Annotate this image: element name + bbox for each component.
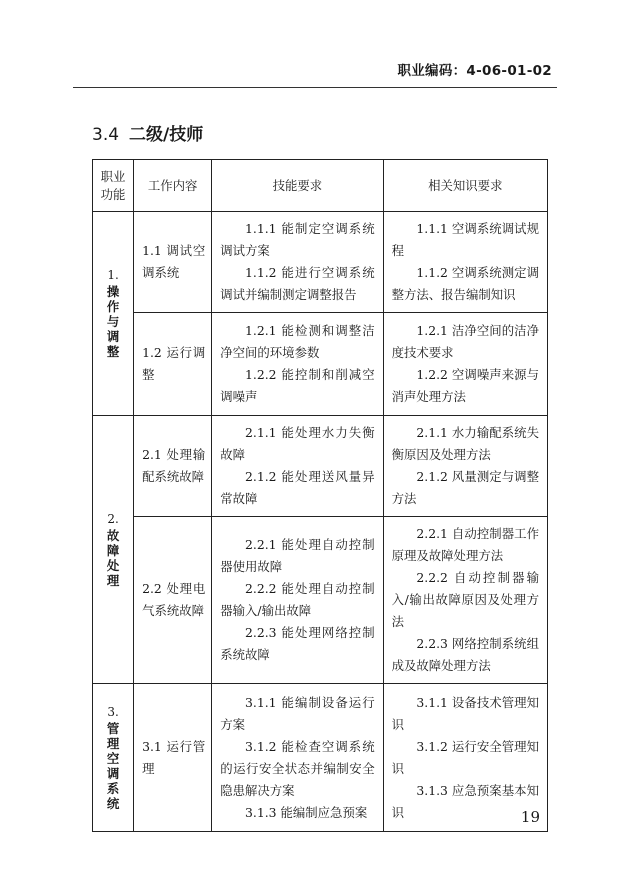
- function-cell: [93, 684, 134, 832]
- knowledge-item: 1.2.1 洁净空间的洁净度技术要求: [391, 323, 539, 360]
- table-row: [93, 212, 548, 313]
- knowledge-item: 1.1.1 空调系统调试规程: [391, 221, 539, 258]
- function-number: 3.: [107, 704, 119, 719]
- skill-cell: [212, 416, 383, 517]
- function-number: 2.: [107, 511, 119, 526]
- work-content: 1.1 调试空调系统: [134, 212, 212, 313]
- page-number: 19: [520, 808, 540, 826]
- table-row: [93, 517, 548, 684]
- knowledge-item: 3.1.1 设备技术管理知识: [391, 694, 539, 732]
- skill-cell: [212, 212, 383, 313]
- section-title-text: 二级/技师: [129, 125, 204, 145]
- skill-item: 3.1.1 能编制设备运行方案: [220, 694, 375, 732]
- header-skills: 技能要求: [212, 160, 383, 212]
- skill-item: 2.1.2 能处理送风量异常故障: [220, 469, 375, 506]
- work-content: 2.1 处理输配系统故障: [134, 416, 212, 517]
- function-name: 故障处理: [106, 527, 120, 588]
- skill-item: 3.1.3 能编制应急预案: [245, 804, 368, 820]
- skill-item: 1.2.1 能检测和调整洁净空间的环境参数: [220, 323, 375, 360]
- knowledge-item: 2.2.2 自动控制器输入/输出故障原因及处理方法: [391, 570, 539, 629]
- table-row: [93, 416, 548, 517]
- function-name: 操作与调整: [106, 284, 120, 359]
- header-content: 工作内容: [134, 160, 212, 212]
- knowledge-cell: [383, 517, 547, 684]
- skill-item: 2.2.1 能处理自动控制器使用故障: [220, 537, 375, 574]
- work-content: 3.1 运行管理: [134, 684, 212, 832]
- section-number: 3.4: [92, 125, 120, 145]
- skill-item: 1.1.2 能进行空调系统调试并编制测定调整报告: [220, 265, 375, 302]
- knowledge-item: 2.2.3 网络控制系统组成及故障处理方法: [391, 636, 539, 673]
- function-cell: [93, 212, 134, 416]
- knowledge-cell: [383, 313, 547, 416]
- skill-item: 3.1.2 能检查空调系统的运行安全状态并编制安全隐患解决方案: [220, 738, 375, 798]
- knowledge-item: 2.2.1 自动控制器工作原理及故障处理方法: [391, 526, 539, 563]
- skills-table: [92, 159, 548, 832]
- header-function: 职业功能: [93, 160, 134, 212]
- knowledge-item: 3.1.2 运行安全管理知识: [391, 738, 539, 776]
- table-row: [93, 684, 548, 832]
- table-row: [93, 313, 548, 416]
- header-rule: [73, 87, 557, 88]
- skill-cell: [212, 517, 383, 684]
- skill-item: 2.2.2 能处理自动控制器输入/输出故障: [220, 581, 375, 618]
- function-number: 1.: [107, 268, 119, 282]
- skill-item: 1.1.1 能制定空调系统调试方案: [220, 221, 375, 258]
- table-header-row: [93, 160, 548, 212]
- knowledge-item: 1.2.2 空调噪声来源与消声处理方法: [391, 367, 539, 404]
- work-content: 1.2 运行调整: [134, 313, 212, 416]
- function-cell: [93, 416, 134, 684]
- knowledge-cell: [383, 416, 547, 517]
- section-title: [92, 120, 203, 145]
- skill-cell: [212, 313, 383, 416]
- knowledge-item: 3.1.3 应急预案基本知识: [391, 782, 539, 820]
- skill-item: 2.2.3 能处理网络控制系统故障: [220, 625, 375, 662]
- skill-cell: [212, 684, 383, 832]
- skill-item: 1.2.2 能控制和削减空调噪声: [220, 367, 375, 404]
- knowledge-item: 2.1.1 水力输配系统失衡原因及处理方法: [391, 425, 539, 462]
- occupation-code: 职业编码：4-06-01-02: [397, 63, 552, 79]
- function-name: 管理空调系统: [106, 720, 120, 811]
- skill-item: 2.1.1 能处理水力失衡故障: [220, 425, 375, 462]
- knowledge-item: 2.1.2 风量测定与调整方法: [391, 469, 539, 506]
- header-knowledge: 相关知识要求: [383, 160, 547, 212]
- work-content: 2.2 处理电气系统故障: [134, 517, 212, 684]
- knowledge-item: 1.1.2 空调系统测定调整方法、报告编制知识: [391, 265, 539, 302]
- knowledge-cell: [383, 212, 547, 313]
